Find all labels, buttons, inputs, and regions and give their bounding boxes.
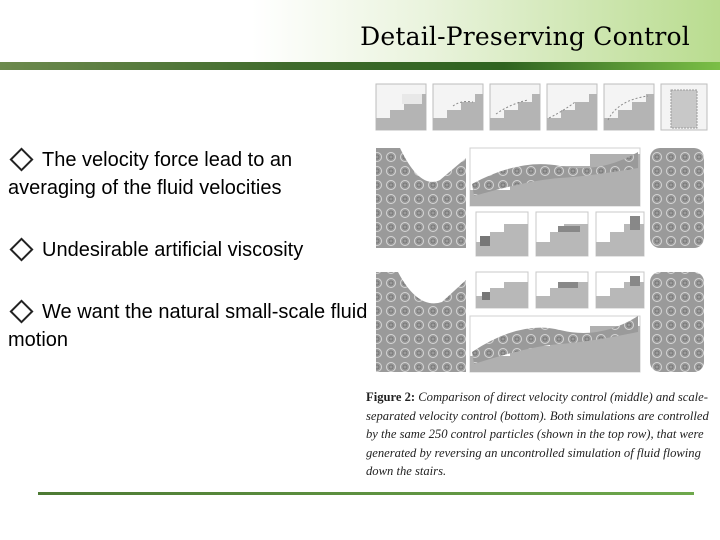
bullet-text: The velocity force lead to an averaging of the fluid velocities bbox=[8, 149, 293, 199]
figure-caption-label: Figure 2: bbox=[366, 390, 416, 404]
fluid-simulation-figure bbox=[370, 80, 710, 380]
bullet-item bbox=[8, 146, 368, 202]
bullet-item bbox=[8, 298, 368, 354]
middle-row-frames bbox=[376, 148, 704, 256]
slide-title: Detail-Preserving Control bbox=[360, 22, 690, 51]
diamond-bullet-icon bbox=[9, 147, 33, 171]
header-rule bbox=[0, 62, 720, 70]
bullet-item bbox=[8, 236, 368, 264]
figure-caption bbox=[366, 388, 716, 481]
bullet-text: We want the natural small-scale fluid motion bbox=[8, 301, 368, 351]
bullet-list bbox=[8, 146, 368, 388]
diamond-bullet-icon bbox=[9, 299, 33, 323]
footer-rule bbox=[38, 492, 694, 495]
figure-caption-text: Comparison of direct velocity control (middle) and scale-separated velocity control (bottom). Both simulations are controlled by the same 250 control particles (shown in the top row), that were generated by reversing an uncontrolled simulation of fluid flowing down the stairs. bbox=[366, 390, 709, 478]
diamond-bullet-icon bbox=[9, 237, 33, 261]
bottom-row-frames bbox=[376, 272, 704, 372]
bullet-text: Undesirable artificial viscosity bbox=[42, 239, 304, 261]
top-row-frames bbox=[376, 84, 707, 130]
